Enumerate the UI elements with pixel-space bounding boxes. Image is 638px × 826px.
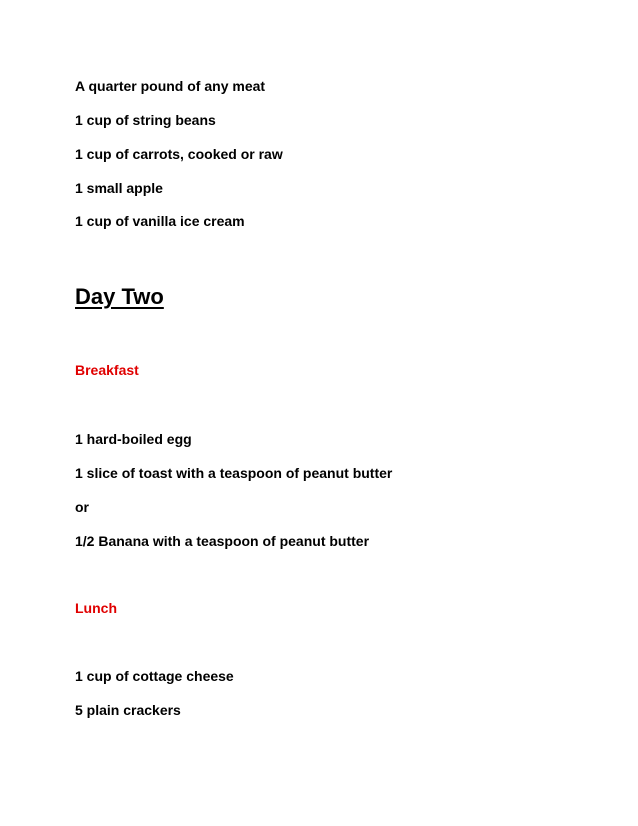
meal-item: A quarter pound of any meat	[75, 78, 266, 94]
meal-item: 1 cup of carrots, cooked or raw	[75, 146, 283, 162]
meal-item: 1 cup of vanilla ice cream	[75, 213, 245, 229]
meal-item: 1 small apple	[75, 180, 163, 196]
lunch-title: Lunch	[75, 600, 117, 616]
day-heading: Day Two	[75, 284, 164, 309]
breakfast-item: 1/2 Banana with a teaspoon of peanut butter	[75, 533, 370, 549]
meal-item: 1 cup of string beans	[75, 112, 216, 128]
breakfast-item: or	[75, 499, 89, 515]
breakfast-title: Breakfast	[75, 362, 139, 378]
lunch-item: 5 plain crackers	[75, 702, 181, 718]
breakfast-item: 1 slice of toast with a teaspoon of peanut butter	[75, 465, 393, 481]
breakfast-item: 1 hard-boiled egg	[75, 431, 192, 447]
lunch-item: 1 cup of cottage cheese	[75, 668, 234, 684]
